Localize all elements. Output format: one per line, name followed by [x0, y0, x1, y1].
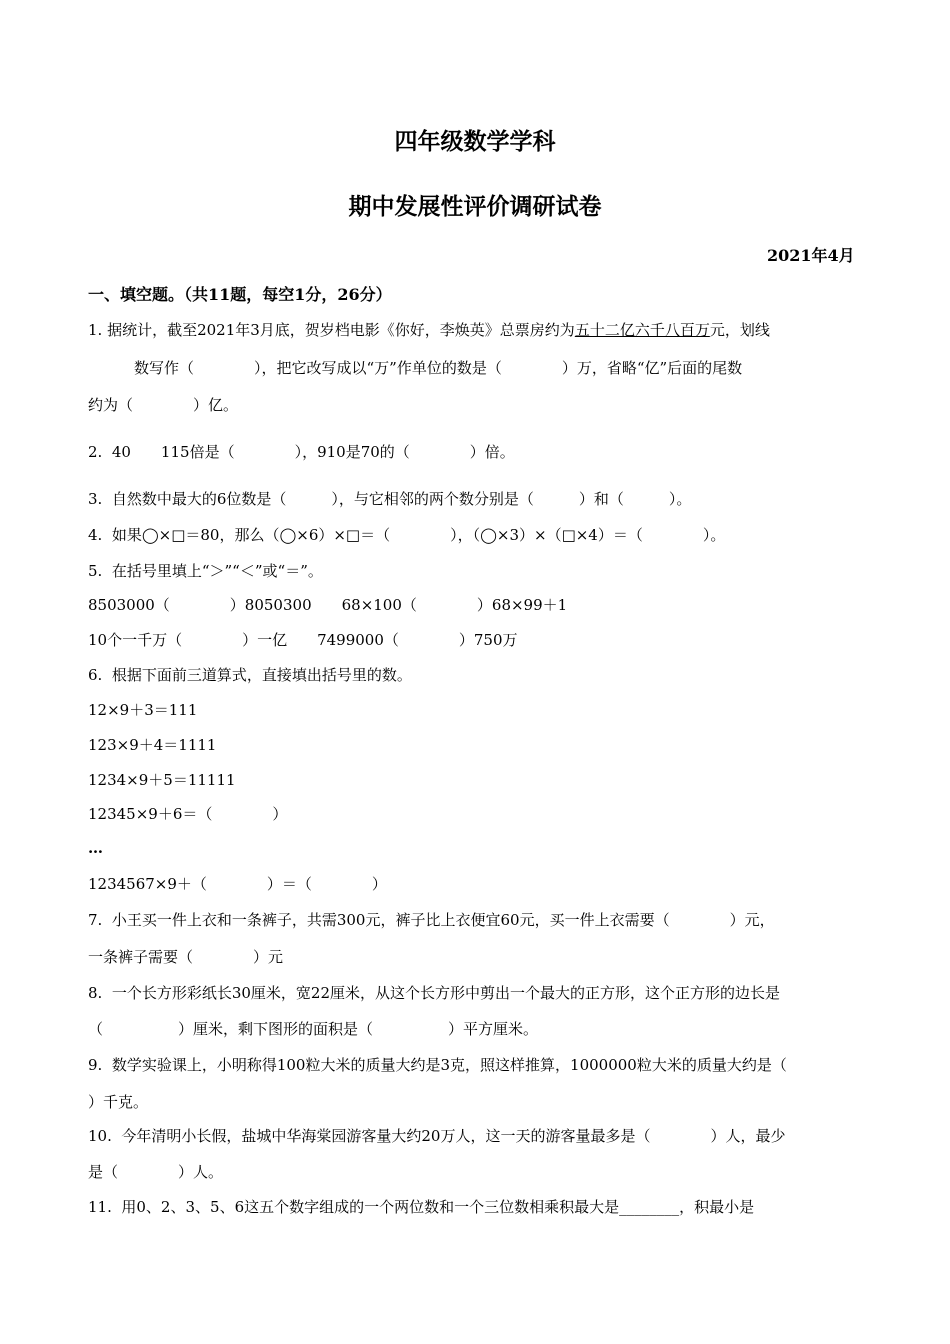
question-6-line-4: 1234×9＋5＝11111: [88, 771, 236, 789]
question-9-line-1: 9. 数学实验课上，小明称得100粒大米的质量大约是3克，照这样推算，1000000粒大米的质量大约是（: [88, 1056, 787, 1074]
q1-underlined-number: 五十二亿六千八百万: [574, 321, 710, 339]
question-6-line-3: 123×9＋4＝1111: [88, 736, 217, 754]
question-5-line-2: 8503000（ ）8050300 68×100（ ）68×99＋1: [88, 596, 568, 614]
question-8-line-1: 8. 一个长方形彩纸长30厘米，宽22厘米，从这个长方形中剪出一个最大的正方形，这个正方形的边长是: [88, 984, 781, 1002]
question-7-line-2: 一条裤子需要（ ）元: [88, 948, 284, 966]
exam-date: 2021年4月: [767, 246, 855, 265]
question-6-line-5: 12345×9＋6＝（ ）: [88, 805, 288, 823]
question-10-line-2: 是（ ）人。: [88, 1163, 224, 1181]
question-7-line-1: 7. 小王买一件上衣和一条裤子，共需300元，裤子比上衣便宜60元，买一件上衣需要（ ）元，: [88, 911, 775, 929]
question-8-line-2: （ ）厘米，剩下图形的面积是（ ）平方厘米。: [88, 1020, 539, 1038]
question-6-ellipsis: …: [88, 839, 103, 857]
page-subtitle: 期中发展性评价调研试卷: [348, 193, 602, 220]
page-title: 四年级数学学科: [394, 128, 556, 155]
q1-text-b: 元，划线: [709, 321, 770, 339]
question-6-line-7: 1234567×9＋（ ）＝（ ）: [88, 875, 387, 893]
question-5-line-1: 5. 在括号里填上“＞”“＜”或“＝”。: [88, 562, 323, 580]
question-6-line-2: 12×9＋3＝111: [88, 701, 198, 719]
question-2: 2. 40 115倍是（ ），910是70的（ ）倍。: [88, 443, 515, 461]
question-1-line-2: 数写作（ ），把它改写成以“万”作单位的数是（ ）万，省略“亿”后面的尾数: [134, 359, 743, 377]
q1-text-a: 1. 据统计，截至2021年3月底，贺岁档电影《你好，李焕英》总票房约为: [88, 321, 575, 339]
question-11: 11. 用0、2、3、5、6这五个数字组成的一个两位数和一个三位数相乘积最大是________，积最小是: [88, 1198, 755, 1216]
question-1-line-1: [88, 320, 770, 340]
question-1-line-3: 约为（ ）亿。: [88, 396, 239, 414]
question-3: 3. 自然数中最大的6位数是（ ），与它相邻的两个数分别是（ ）和（ ）。: [88, 490, 692, 508]
section-heading: 一、填空题。（共11题，每空1分，26分）: [88, 285, 392, 304]
question-5-line-3: 10个一千万（ ）一亿 7499000（ ）750万: [88, 631, 518, 649]
question-4: 4. 如果◯×□＝80，那么（◯×6）×□＝（ ），（◯×3）×（□×4）＝（ ）。: [88, 526, 726, 544]
question-10-line-1: 10. 今年清明小长假，盐城中华海棠园游客量大约20万人，这一天的游客量最多是（ ）人，最少: [88, 1127, 786, 1145]
question-9-line-2: ）千克。: [88, 1093, 149, 1111]
question-6-line-1: 6. 根据下面前三道算式，直接填出括号里的数。: [88, 666, 412, 684]
